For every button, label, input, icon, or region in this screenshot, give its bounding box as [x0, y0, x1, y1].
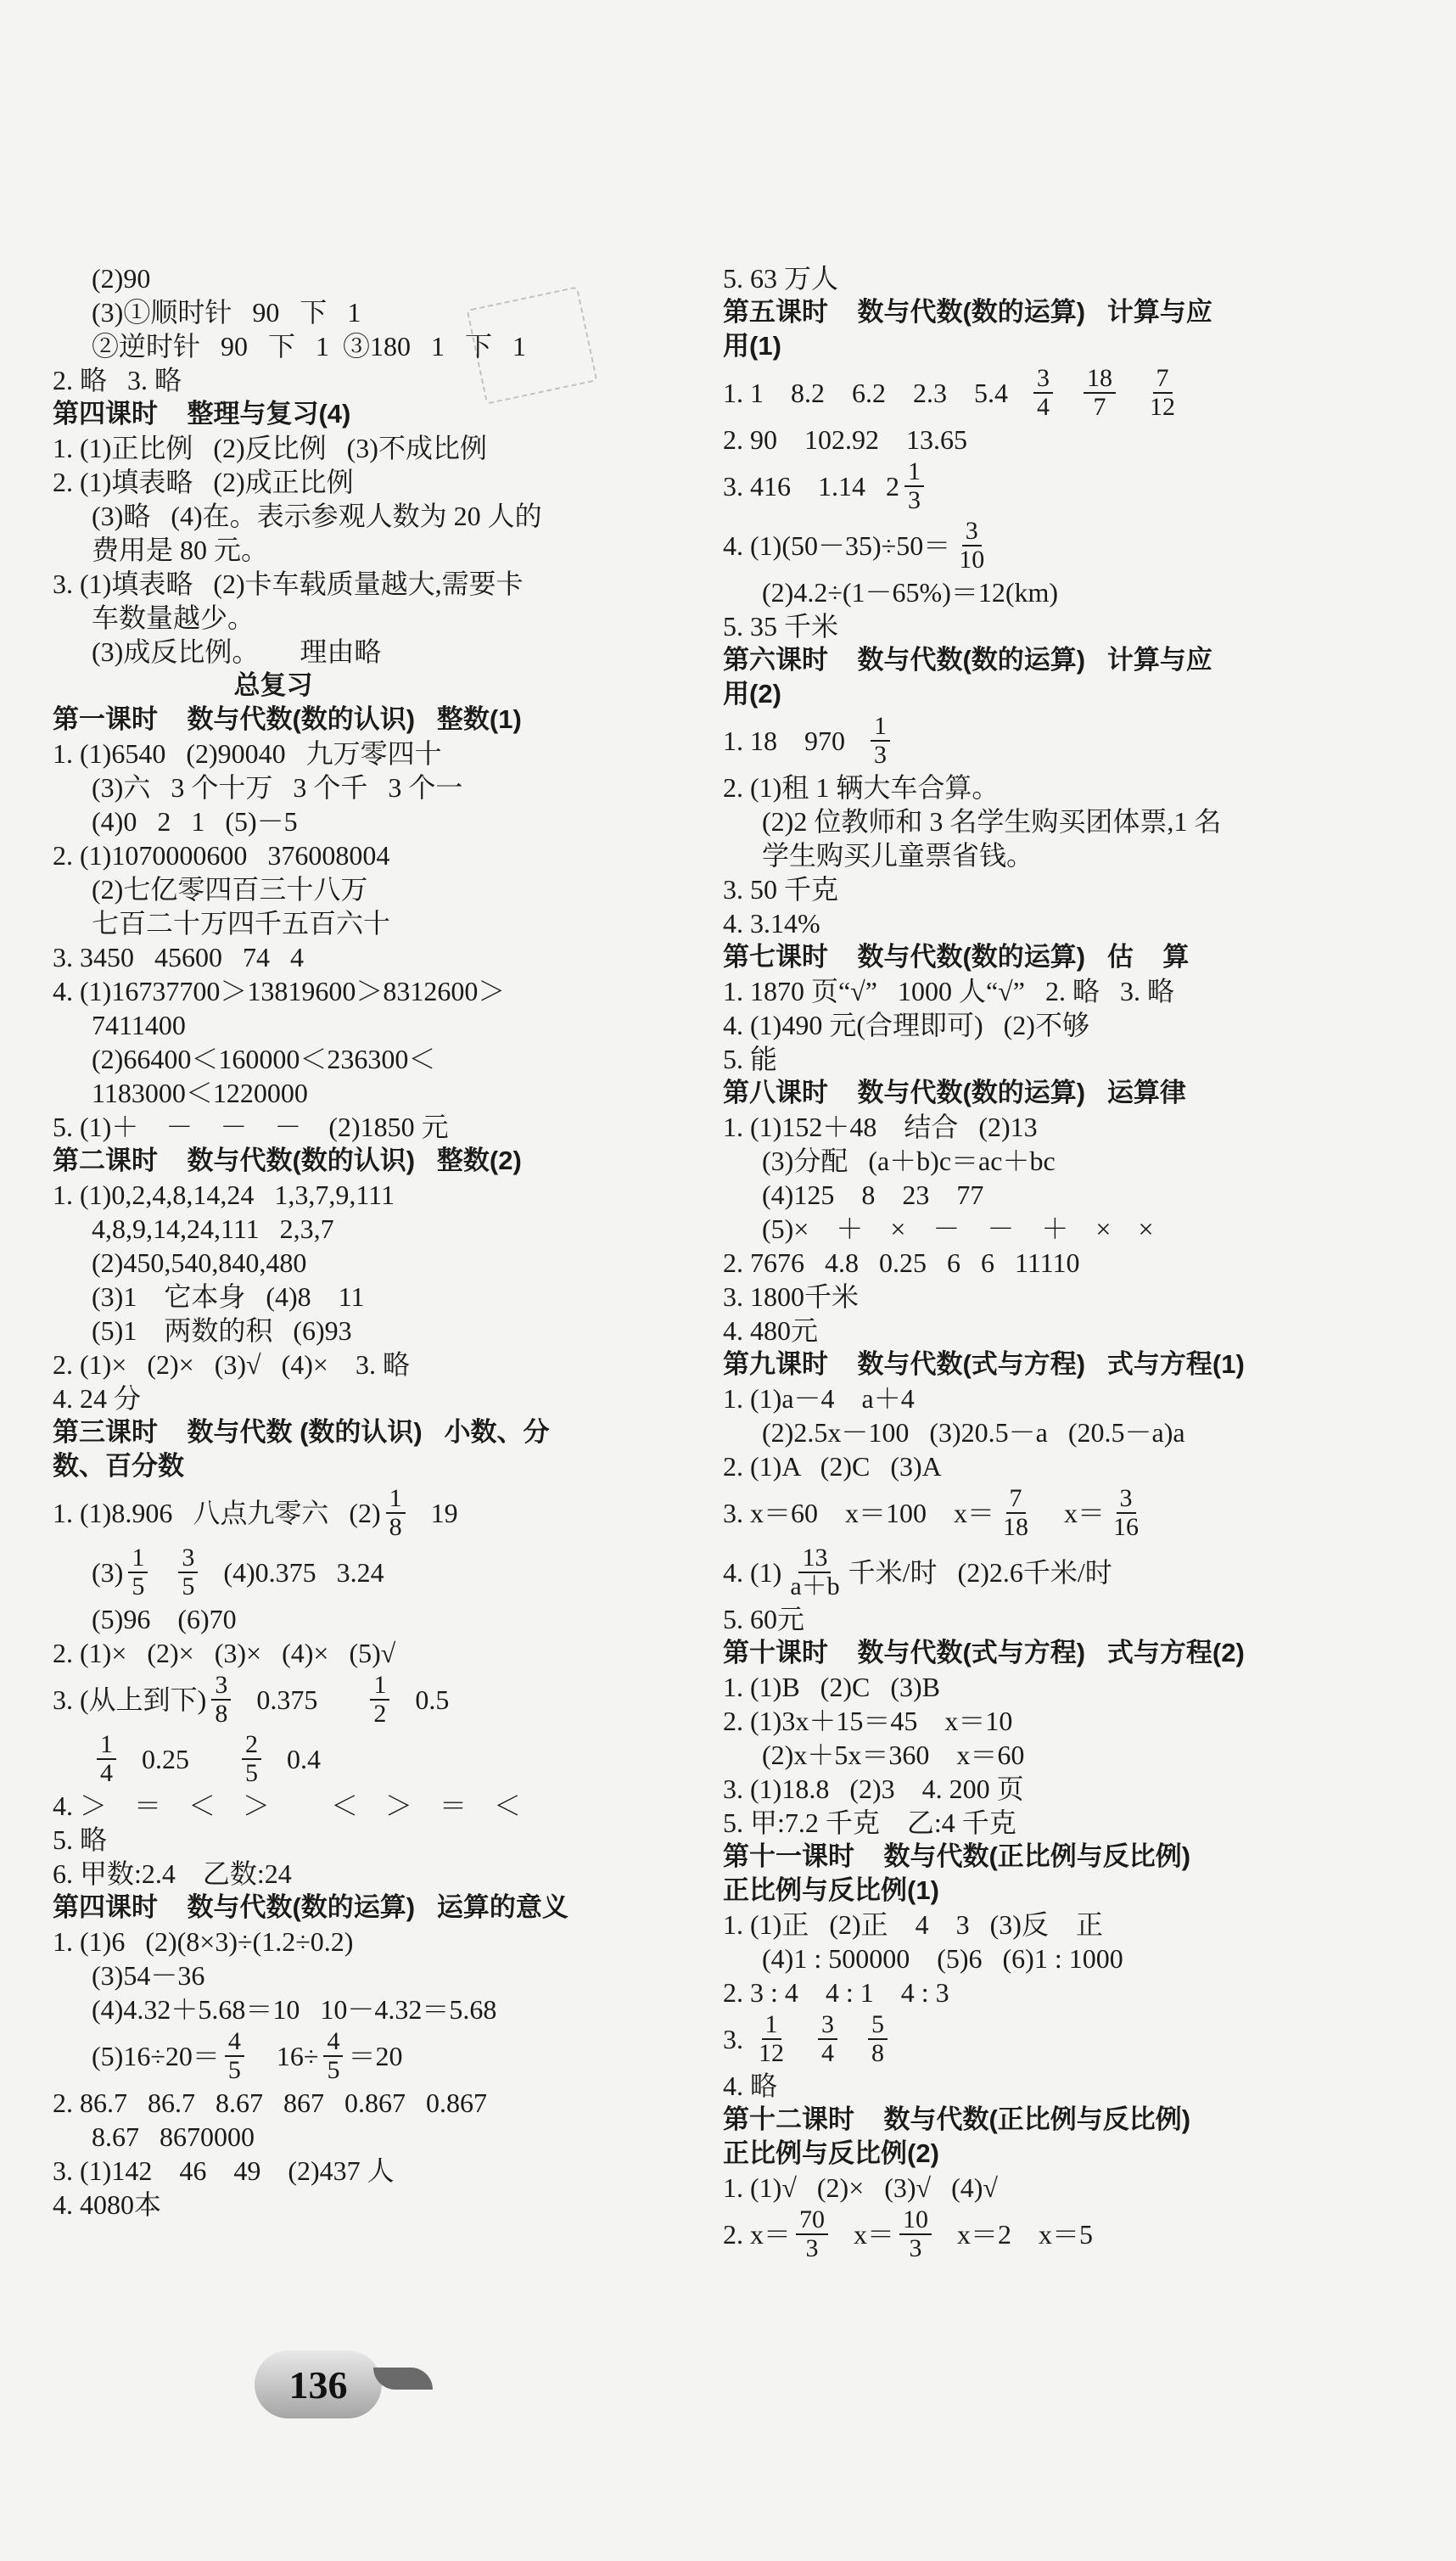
fraction-numerator: 3 [818, 2011, 837, 2040]
fraction [796, 2206, 828, 2262]
leaf-icon [373, 2368, 433, 2390]
section-heading: 正比例与反比例(2) [723, 2138, 939, 2168]
fraction [868, 2011, 888, 2067]
answer-line: 1. (1)0,2,4,8,14,24 1,3,7,9,111 [53, 1180, 395, 1210]
fraction-denominator: 8 [871, 2039, 884, 2067]
answer-line: 1. (1)正 (2)正 4 3 (3)反 正 [723, 1909, 1103, 1940]
fraction [899, 2206, 932, 2262]
answer-line: 4. 略 [723, 2071, 778, 2101]
answer-line: 1. (1)√ (2)× (3)√ (4)√ [723, 2172, 998, 2203]
fraction-numerator: 3 [211, 1672, 231, 1701]
section-heading: 第五课时 数与代数(数的运算) 计算与应 [723, 297, 1212, 327]
answer-text: 3. x＝60 x＝100 x＝ [723, 1498, 995, 1528]
fraction-denominator: 4 [1037, 393, 1050, 421]
answer-line: 学生购买儿童票省钱。 [762, 840, 1034, 871]
answer-line: (5)× ＋ × － － ＋ × × [762, 1213, 1154, 1244]
answer-text: 3. (从上到下) [53, 1684, 207, 1715]
section-heading: 用(2) [723, 679, 781, 709]
answer-line: (2)2.5x－100 (3)20.5－a (20.5－a)a [762, 1417, 1185, 1448]
section-heading: 总复习 [233, 670, 313, 700]
answer-text: 1. 18 970 [723, 726, 865, 756]
answer-line: 6. 甲数:2.4 乙数:24 [53, 1858, 292, 1889]
answer-line: 4,8,9,14,24,111 2,3,7 [92, 1213, 334, 1244]
answer-text: 0.4 [266, 1744, 321, 1774]
answer-line: 5. 35 千米 [723, 611, 839, 642]
fraction-numerator: 3 [962, 518, 982, 546]
fraction [1110, 1485, 1142, 1541]
answer-line: 1183000＜1220000 [92, 1078, 308, 1108]
answer-line: 8.67 8670000 [92, 2121, 255, 2152]
answer-text: 0.375 [236, 1684, 366, 1715]
fraction-numerator: 1 [128, 1544, 148, 1573]
section-heading: 数、百分数 [53, 1451, 184, 1481]
answer-line: (3)1 它本身 (4)8 11 [92, 1281, 365, 1312]
answer-line: (3)六 3 个十万 3 个千 3 个一 [92, 772, 463, 803]
answer-text [843, 2009, 863, 2069]
answer-line: (3)成反比例。 理由略 [92, 636, 382, 667]
fraction-numerator: 10 [899, 2206, 932, 2235]
fraction [818, 2011, 837, 2067]
fraction [955, 518, 988, 574]
fraction-denominator: 16 [1113, 1513, 1140, 1541]
fraction-denominator: 3 [908, 486, 921, 514]
answer-line [723, 457, 1419, 516]
fraction-numerator: 4 [323, 2028, 343, 2057]
section-heading: 第三课时 数与代数 (数的认识) 小数、分 [53, 1417, 550, 1447]
answer-text [1121, 363, 1141, 423]
answer-line: 七百二十万四千五百六十 [92, 908, 391, 939]
answer-line: 4. ＞ ＝ ＜ ＞ ＜ ＞ ＝ ＜ [53, 1790, 522, 1821]
fraction-numerator: 1 [370, 1672, 389, 1701]
answer-line: 1. 1870 页“√” 1000 人“√” 2. 略 3. 略 [723, 976, 1174, 1006]
fraction-denominator: 3 [874, 741, 887, 769]
answer-line: 3. (1)18.8 (2)3 4. 200 页 [723, 1774, 1024, 1804]
fraction [323, 2028, 343, 2084]
fraction-numerator: 3 [178, 1544, 198, 1573]
section-heading: 第十课时 数与代数(式与方程) 式与方程(2) [723, 1638, 1245, 1667]
answer-text: (3) [92, 1557, 124, 1588]
fraction-numerator: 70 [796, 2206, 828, 2235]
fraction-numerator: 4 [225, 2028, 244, 2057]
answer-line: 5. (1)＋ － － － (2)1850 元 [53, 1112, 449, 1142]
answer-line [723, 516, 1419, 575]
answer-line [723, 2009, 1419, 2069]
answer-text: x＝ [1037, 1498, 1106, 1528]
answer-line: 2. 86.7 86.7 8.67 867 0.867 0.867 [53, 2087, 487, 2118]
answer-line: (2)4.2÷(1－65%)＝12(km) [762, 577, 1059, 608]
fraction-denominator: 5 [245, 1759, 258, 1787]
fraction [211, 1672, 231, 1728]
answer-line: 3. (1)142 46 49 (2)437 人 [53, 2155, 395, 2186]
fraction-denominator: 4 [100, 1759, 113, 1787]
answer-line: (3)分配 (a＋b)c＝ac＋bc [762, 1146, 1056, 1176]
section-heading: 第十二课时 数与代数(正比例与反比例) [723, 2104, 1191, 2134]
fraction-numerator: 2 [242, 1731, 261, 1760]
section-heading: 第四课时 数与代数(数的运算) 运算的意义 [53, 1892, 568, 1922]
answer-text: (5)16÷20＝ [92, 2041, 220, 2071]
answer-text: 4. (1) [723, 1557, 782, 1588]
fraction-denominator: a＋b [790, 1572, 840, 1600]
fraction-denominator: 5 [132, 1572, 145, 1600]
answer-line: 7411400 [92, 1010, 186, 1040]
answer-text: 1. 1 8.2 6.2 2.3 5.4 [723, 378, 1028, 408]
fraction-numerator: 13 [798, 1544, 831, 1573]
fraction-denominator: 8 [389, 1513, 402, 1541]
answer-text: 千米/时 (2)2.6千米/时 [848, 1557, 1112, 1588]
answer-line [53, 1670, 647, 1729]
answer-line: ②逆时针 90 下 1 ③180 1 下 1 [92, 331, 527, 361]
fraction-denominator: 4 [821, 2039, 834, 2067]
answer-text [1058, 363, 1078, 423]
answer-text: 0.5 [395, 1684, 450, 1715]
page-number: 136 [288, 2362, 348, 2407]
fraction [97, 1731, 116, 1787]
fraction [871, 713, 890, 769]
answer-line: 4. (1)490 元(合理即可) (2)不够 [723, 1010, 1089, 1040]
answer-line: (4)1 : 500000 (5)6 (6)1 : 1000 [762, 1943, 1123, 1974]
fraction-numerator: 18 [1084, 365, 1116, 394]
fraction [178, 1544, 198, 1600]
answer-line: 4. 480元 [723, 1315, 819, 1346]
answer-text [792, 2009, 813, 2069]
answer-line: 5. 略 [53, 1824, 108, 1855]
answer-line: 2. (1)× (2)× (3)√ (4)× 3. 略 [53, 1349, 410, 1380]
answer-line: 2. 3 : 4 4 : 1 4 : 3 [723, 1977, 949, 2008]
answer-line: 2. 90 102.92 13.65 [723, 424, 967, 455]
fraction-denominator: 5 [182, 1572, 195, 1600]
fraction-denominator: 5 [227, 2056, 241, 2084]
fraction-numerator: 1 [762, 2011, 781, 2040]
fraction-numerator: 3 [1117, 1485, 1136, 1514]
page-number-badge [255, 2351, 382, 2418]
answer-line: (2)2 位教师和 3 名学生购买团体票,1 名 [762, 806, 1222, 837]
answer-line: 4. 4080本 [53, 2189, 162, 2220]
fraction-denominator: 3 [805, 2234, 819, 2262]
answer-line: 1. (1)152＋48 结合 (2)13 [723, 1112, 1038, 1142]
section-heading: 第七课时 数与代数(数的运算) 估 算 [723, 942, 1190, 972]
fraction-numerator: 1 [386, 1485, 406, 1514]
answer-line [723, 363, 1419, 423]
fraction-denominator: 12 [1150, 393, 1175, 421]
fraction [370, 1672, 389, 1728]
answer-line: (2)66400＜160000＜236300＜ [92, 1044, 436, 1074]
answer-text: 1. (1)8.906 八点九零六 (2) [53, 1498, 381, 1528]
answer-line: 2. (1)3x＋15＝45 x＝10 [723, 1706, 1013, 1736]
answer-line: 5. 60元 [723, 1604, 805, 1634]
answer-line: 1. (1)a－4 a＋4 [723, 1383, 915, 1414]
fraction [386, 1485, 406, 1541]
answer-line [723, 2205, 1419, 2264]
answer-line: (2)90 [92, 263, 151, 294]
section-heading: 第九课时 数与代数(式与方程) 式与方程(1) [723, 1349, 1245, 1379]
right-column [723, 261, 1419, 2264]
fraction [755, 2011, 787, 2067]
fraction [225, 2028, 244, 2084]
answer-line: 5. 甲:7.2 千克 乙:4 千克 [723, 1807, 1016, 1838]
answer-line: 3. 3450 45600 74 4 [53, 942, 304, 972]
answer-line: (2)七亿零四百三十八万 [92, 874, 368, 905]
answer-line: (3)①顺时针 90 下 1 [92, 297, 361, 328]
fraction-numerator: 7 [1153, 365, 1173, 394]
answer-line: 2. 略 3. 略 [53, 365, 182, 395]
answer-line [723, 711, 1419, 771]
answer-line: (4)4.32＋5.68＝10 10－4.32＝5.68 [92, 1994, 497, 2025]
section-heading: 正比例与反比例(1) [723, 1875, 939, 1905]
section-heading: 用(1) [723, 331, 781, 361]
answer-line: 车数量越少。 [92, 602, 255, 633]
answer-line: 4. 3.14% [723, 908, 820, 939]
answer-line [53, 1483, 647, 1543]
answer-line [723, 1483, 1419, 1543]
answer-line: 2. (1)填表略 (2)成正比例 [53, 467, 354, 497]
answer-line: (4)125 8 23 77 [762, 1180, 984, 1210]
answer-line: 2. (1)租 1 辆大车合算。 [723, 772, 1000, 803]
section-heading: 第六课时 数与代数(数的运算) 计算与应 [723, 645, 1212, 675]
section-heading: 第一课时 数与代数(数的认识) 整数(1) [53, 704, 522, 734]
answer-line: 4. 24 分 [53, 1383, 142, 1414]
answer-line: 2. (1)1070000600 376008004 [53, 840, 390, 871]
fraction-denominator: 3 [909, 2234, 922, 2262]
fraction-denominator: 7 [1093, 393, 1106, 421]
section-heading: 第四课时 整理与复习(4) [53, 399, 351, 429]
fraction [787, 1544, 843, 1600]
answer-line: 3. 50 千克 [723, 874, 839, 905]
answer-text: 2. x＝ [723, 2219, 792, 2250]
answer-text: 19 [410, 1498, 458, 1528]
answer-line: (5)1 两数的积 (6)93 [92, 1315, 352, 1346]
answer-line: 5. 能 [723, 1044, 778, 1074]
answer-text: x＝ [833, 2219, 895, 2250]
answer-line: 5. 63 万人 [723, 263, 839, 294]
answer-line: 2. 7676 4.8 0.25 6 6 11110 [723, 1247, 1080, 1278]
answer-text: x＝2 x＝5 [937, 2219, 1094, 2250]
answer-text: 0.25 [121, 1744, 237, 1774]
answer-line: 3. 1800千米 [723, 1281, 860, 1312]
fraction-denominator: 8 [215, 1700, 228, 1728]
fraction-denominator: 10 [959, 546, 985, 574]
answer-text: 3. [723, 2024, 750, 2054]
answer-text: 4. (1)(50－35)÷50＝ [723, 530, 951, 561]
fraction [1146, 365, 1179, 421]
answer-text: ＝20 [348, 2041, 403, 2071]
fraction-numerator: 7 [1006, 1485, 1026, 1514]
answer-line [53, 1729, 647, 1789]
fraction-numerator: 3 [1033, 365, 1053, 394]
answer-text: 16÷ [249, 2041, 319, 2071]
answer-text: 3. 416 1.14 2 [723, 471, 899, 502]
fraction-denominator: 12 [759, 2039, 784, 2067]
fraction-numerator: 5 [868, 2011, 888, 2040]
answer-line: (2)450,540,840,480 [92, 1247, 307, 1278]
fraction [1000, 1485, 1032, 1541]
answer-line: 1. (1)B (2)C (3)B [723, 1672, 940, 1702]
fraction-denominator: 2 [373, 1700, 387, 1728]
section-heading: 第八课时 数与代数(数的运算) 运算律 [723, 1078, 1186, 1107]
answer-line: (3)略 (4)在。表示参观人数为 20 人的 [92, 501, 542, 531]
answer-line: (4)0 2 1 (5)－5 [92, 806, 298, 837]
fraction [242, 1731, 261, 1787]
answer-line [723, 1543, 1419, 1602]
section-heading: 第二课时 数与代数(数的认识) 整数(2) [53, 1146, 522, 1175]
answer-line [53, 2026, 647, 2086]
section-heading: 第十一课时 数与代数(正比例与反比例) [723, 1841, 1191, 1871]
answer-line: 3. (1)填表略 (2)卡车载质量越大,需要卡 [53, 569, 524, 599]
answer-line: 4. (1)16737700＞13819600＞8312600＞ [53, 976, 506, 1006]
answer-line: (3)54－36 [92, 1960, 205, 1991]
answer-line: 1. (1)6 (2)(8×3)÷(1.2÷0.2) [53, 1926, 354, 1957]
answer-line: 2. (1)A (2)C (3)A [723, 1451, 942, 1482]
fraction [128, 1544, 148, 1600]
answer-line: 1. (1)正比例 (2)反比例 (3)不成比例 [53, 433, 487, 463]
left-column [53, 261, 647, 2222]
answer-line: (2)x＋5x＝360 x＝60 [762, 1740, 1025, 1770]
answer-line: (5)96 (6)70 [92, 1604, 237, 1634]
fraction-numerator: 1 [97, 1731, 116, 1760]
fraction-numerator: 1 [871, 713, 890, 742]
answer-line: 2. (1)× (2)× (3)× (4)× (5)√ [53, 1638, 396, 1668]
answer-text [153, 1543, 173, 1602]
fraction-numerator: 1 [904, 458, 924, 487]
fraction [1033, 365, 1053, 421]
fraction [1084, 365, 1116, 421]
answer-line: 1. (1)6540 (2)90040 九万零四十 [53, 738, 442, 769]
answer-line: 费用是 80 元。 [92, 535, 269, 565]
answer-text: (4)0.375 3.24 [203, 1557, 384, 1588]
fraction [904, 458, 924, 514]
answer-line [53, 1543, 647, 1602]
fraction-denominator: 18 [1003, 1513, 1029, 1541]
fraction-denominator: 5 [327, 2056, 340, 2084]
